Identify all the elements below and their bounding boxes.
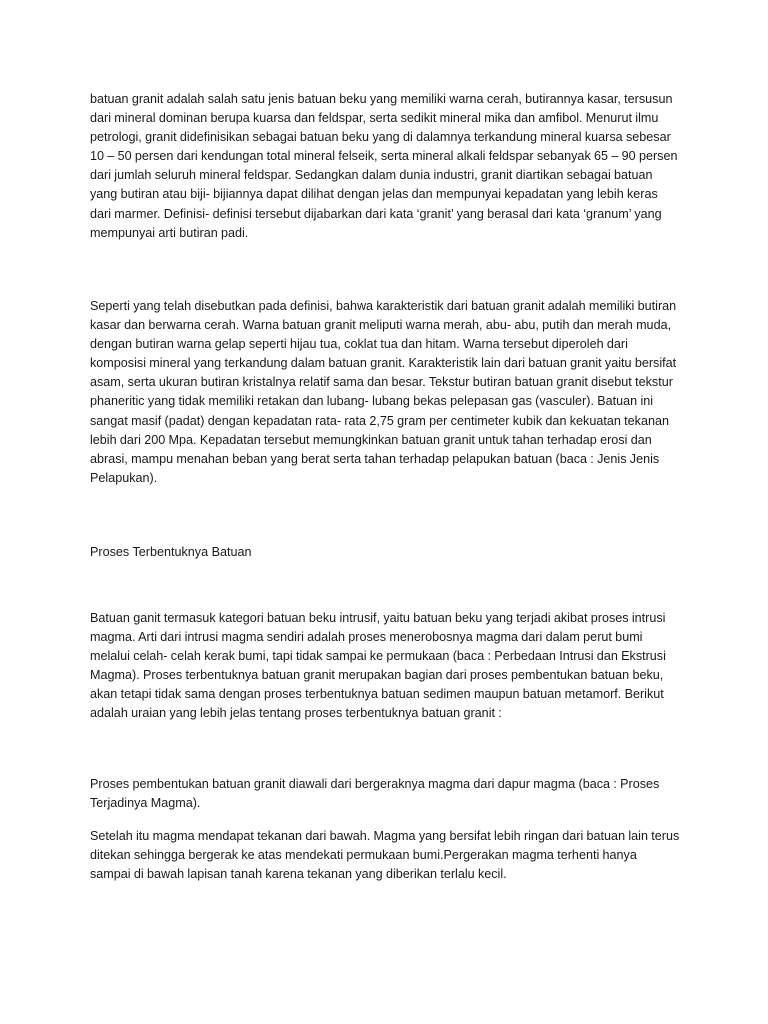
paragraph-intrusive-rock: Batuan ganit termasuk kategori batuan beku intrusif, yaitu batuan beku yang terjadi akibat proses intrusi magma. Arti dari intrusi magma sendiri adalah proses menerobosnya magma dari dalam perut bumi melalui celah- celah kerak bumi, tapi tidak sampai ke permukaan (baca : Perbedaan Intrusi dan Ekstrusi Magma). Proses terbentuknya batuan granit merupakan bagian dari proses pembentukan batuan beku, akan tetapi tidak sama dengan proses terbentuknya batuan sedimen maupun batuan metamorf. Berikut adalah uraian yang lebih jelas tentang proses terbentuknya batuan granit :: [90, 611, 666, 721]
paragraph-magma-pressure: Setelah itu magma mendapat tekanan dari bawah. Magma yang bersifat lebih ringan dari batuan lain terus ditekan sehingga bergerak ke atas mendekati permukaan bumi.Pergerakan magma terhenti hanya sampai di bawah lapisan tanah karena tekanan yang diberikan terlalu kecil.: [90, 829, 680, 882]
paragraph-granite-definition: batuan granit adalah salah satu jenis batuan beku yang memiliki warna cerah, butirannya kasar, tersusun dari mineral dominan berupa kuarsa dan feldspar, serta sedikit mineral mika dan amfibol. Menurut ilmu petrologi, granit didefinisikan sebagai batuan beku yang di dalamnya terkandung mineral kuarsa sebesar 10 – 50 persen dari kendungan total mineral felseik, serta mineral alkali feldspar sebanyak 65 – 90 persen dari jumlah seluruh mineral feldspar. Sedangkan dalam dunia industri, granit diartikan sebagai batuan yang butiran atau biji- bijiannya dapat dilihat dengan jelas dan mempunyai kepadatan yang lebih keras dari marmer. Definisi- definisi tersebut dijabarkan dari kata ‘granit’ yang berasal dari kata ‘granum’ yang mempunyai arti butiran padi.: [90, 92, 678, 240]
section-heading: Proses Terbentuknya Batuan: [90, 545, 252, 559]
paragraph-granite-characteristics: Seperti yang telah disebutkan pada definisi, bahwa karakteristik dari batuan granit adalah memiliki butiran kasar dan berwarna cerah. Warna batuan granit meliputi warna merah, abu- abu, putih dan merah muda, dengan butiran warna gelap seperti hijau tua, coklat tua dan hitam. Warna tersebut diperoleh dari komposisi mineral yang terkandung dalam batuan granit. Karakteristik lain dari batuan granit yaitu bersifat asam, serta ukuran butiran kristalnya relatif sama dan besar. Tekstur butiran batuan granit disebut tekstur phaneritic yang tidak memiliki retakan dan lubang- lubang bekas pelepasan gas (vasculer). Batuan ini sangat masif (padat) dengan kepadatan rata- rata 2,75 gram per centimeter kubik dan kekuatan tekanan lebih dari 200 Mpa. Kepadatan tersebut memungkinkan batuan granit untuk tahan terhadap erosi dan abrasi, mampu menahan beban yang berat serta tahan terhadap pelapukan batuan (baca : Jenis Jenis Pelapukan).: [90, 299, 677, 485]
paragraph-magma-movement: Proses pembentukan batuan granit diawali dari bergeraknya magma dari dapur magma (baca : Proses Terjadinya Magma).: [90, 777, 660, 811]
